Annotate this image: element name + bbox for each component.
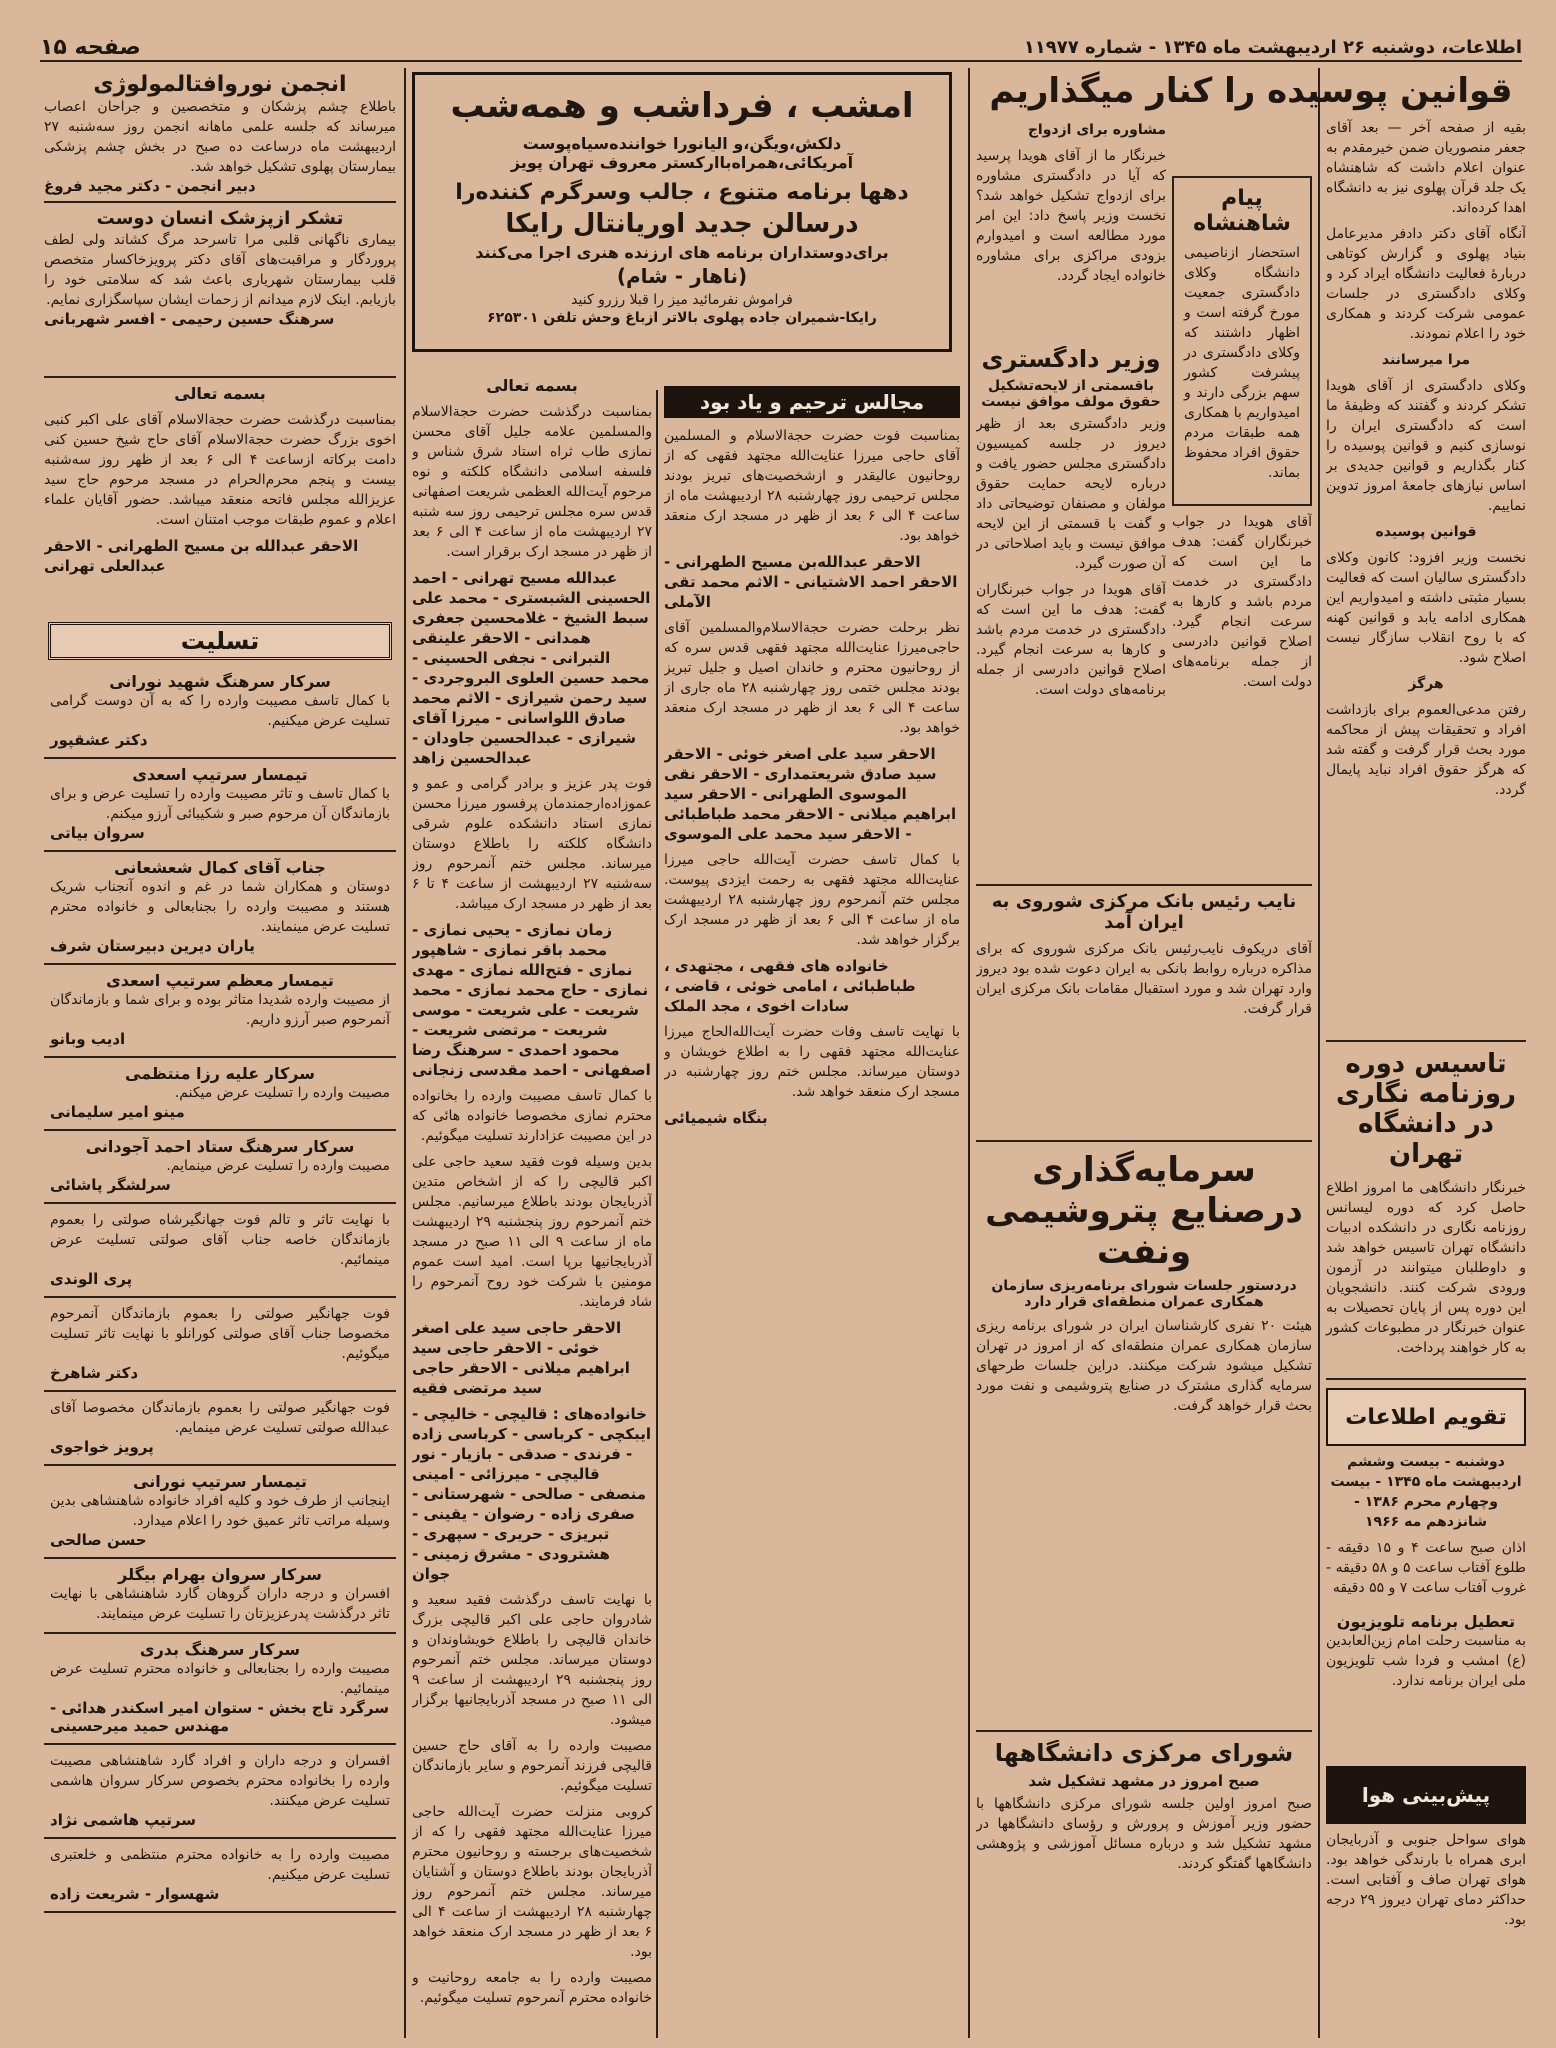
memorial-signatories: الاحقر حاجی سید علی اصغر خوئی - الاحقر حاجی سید ابراهیم میلانی - الاحقر حاجی سید مرتضی فقیه — [412, 1319, 630, 1397]
tv-holiday-note — [1326, 1612, 1526, 1762]
condolence-item — [44, 759, 396, 852]
petrochemical-text: هیئت ۲۰ نفری کارشناسان ایران در شورای برنامه ریزی سازمان همکاری عمران منطقه‌ای که از امروز در تهران تشکیل میشود شرکت میکنند. دراین جلسات طرحهای سرمایه گذاری مشترک در صنایع پتروشیمی و نفت مورد بحث قرار خواهد گرفت. — [976, 1318, 1312, 1415]
condolence-sender: دکتر شاهرخ — [50, 1364, 139, 1382]
basmala: بسمه تعالی — [174, 384, 266, 403]
calendar-widget — [1326, 1388, 1526, 1608]
raika-ad — [412, 72, 952, 352]
subheading: قوانین پوسیده — [1375, 524, 1477, 540]
condolence-item — [44, 1392, 396, 1466]
condolence-sender: سرلشگر پاشائی — [50, 1176, 171, 1194]
weather-forecast — [1326, 1766, 1526, 2036]
article-text: نخست وزیر افزود: کانون وکلای دادگستری سالیان است که فعالیت بسیار مثبتی داشته و امیدواریم این همکاری ادامه یابد و قوانین کهنه که با روح انقلاب سازگار نیست اصلاح شود. — [1326, 550, 1526, 666]
page-header — [40, 34, 1522, 62]
condolence-sender: حسن صالحی — [50, 1531, 147, 1549]
condolence-sender: یاران دیرین دبیرستان شرف — [50, 937, 255, 955]
ad-description: برای‌دوستداران برنامه های ارزنده هنری اجرا می‌کنند — [475, 243, 889, 263]
condolence-text: با کمال تاسف و تاثر مصیبت وارده را تسلیت عرض و برای بازماندگان آن مرحوم صبر و شکیبائی آرزو میکنم. — [50, 786, 390, 822]
condolence-text: با نهایت تاثر و تالم فوت جهانگیرشاه صولتی را بعموم بازماندگان خاصه جناب آقای صولتی تسلیت عرض مینمائیم. — [50, 1212, 390, 1268]
condolence-item — [44, 852, 396, 965]
subheading: مرا میرسانند — [1381, 352, 1471, 368]
memorial-column — [664, 426, 960, 2026]
column-rule — [968, 68, 970, 2038]
condolence-recipient: سرکار سرهنگ بدری — [139, 1640, 301, 1659]
rule — [976, 1730, 1312, 1732]
condolence-item — [44, 1634, 396, 1745]
condolence-text: اینجانب از طرف خود و کلیه افراد خانواده شاهنشاهی بدین وسیله مراتب تاثر عمیق خود را اعلام میدارد. — [50, 1493, 390, 1529]
condolence-item — [44, 1745, 396, 1839]
tv-holiday-title: تعطیل برنامه تلویزیون — [1336, 1612, 1516, 1631]
condolence-text: افسران و درجه داران و افراد گارد شاهنشاهی مصیبت وارده را بخانواده محترم بخصوص سرکار سروان هاشمی تسلیت عرض میکنند. — [50, 1753, 390, 1809]
condolence-text: فوت جهانگیر صولتی را بعموم بازماندگان آنمرحوم مخصوصا جناب آقای صولتی کورانلو با نهایت تاثر تسلیت میگوئیم. — [50, 1306, 390, 1362]
memorial-signatories: الاحقر عبدالله بن مسیح الطهرانی - الاحقر عبدالعلی تهرانی — [44, 537, 359, 575]
condolence-text: دوستان و همکاران شما در غم و اندوه آنجناب شریک هستند و مصیبت وارده را بجنابعالی و خانواده محترم تسلیت عرض مینمایند. — [50, 879, 390, 935]
marriage-counsel-title: مشاوره برای ازدواج — [1027, 122, 1166, 138]
condolence-sender: پرویز خواجوی — [50, 1438, 154, 1456]
condolence-banner: تسلیت — [48, 622, 392, 660]
condolence-text: فوت جهانگیر صولتی را بعموم بازماندگان مخصوصا آقای عبدالله صولتی تسلیت عرض مینمایم. — [50, 1400, 390, 1436]
thanks-sign: سرهنگ حسین رحیمی - افسر شهربانی — [44, 309, 335, 328]
condolence-item — [44, 666, 396, 759]
rule — [44, 201, 396, 203]
soviet-bank-title: نایب رئیس بانک مرکزی شوروی به ایران آمد — [991, 892, 1297, 933]
subheading: هرگز — [1408, 676, 1444, 692]
justice-title: وزیر دادگستری — [981, 346, 1161, 373]
marriage-counsel-article — [976, 120, 1166, 340]
shah-message-text: استحضار ازناصیمی دانشگاه وکلای دادگستری جمعیت مورخ گرفته است و اظهار داشتند که وکلای دادگستری در پیشرفت کشور سهم بزرگی دارند و امیدواریم با همکاری همه طبقات مردم حقوق افراد محفوظ بماند. — [1184, 244, 1300, 481]
condolence-recipient: سرکار سرهنگ ستاد احمد آجودانی — [85, 1137, 355, 1156]
journalism-course-title: تاسیس دوره روزنامه نگاری در دانشگاه تهران — [1336, 1049, 1516, 1169]
condolence-sender: شهسوار - شریعت زاده — [50, 1885, 220, 1903]
condolence-text: مصیبت وارده را تسلیت عرض مینمایم. — [166, 1158, 390, 1174]
marriage-counsel-text: خبرنگار ما از آقای هویدا پرسید که آیا در دادگستری مشاوره برای ازدواج تشکیل خواهد شد؟ نخست وزیر پاسخ داد: این امر مورد مطالعه است و امیدوارم بزودی مراکزی برای مشاوره خانواده ایجاد گردد. — [976, 148, 1166, 284]
condolence-recipient: تیمسار سرتیپ اسعدی — [132, 765, 308, 784]
condolence-text: افسران و درجه داران گروهان گارد شاهنشاهی با نهایت تاثر درگذشت پدرعزیزتان را تسلیت عرض مینمایند. — [50, 1586, 390, 1622]
justice-subtitle: باقسمتی از لایحه‌تشکیل حقوق مولف موافق نیست — [981, 377, 1161, 410]
rule — [1326, 1040, 1526, 1042]
ad-meals: (ناهار - شام) — [616, 264, 748, 289]
rule — [44, 376, 396, 378]
condolence-text: از مصیبت وارده شدیدا متاثر بوده و برای شما و بازماندگان آنمرحوم صبر آرزو داریم. — [50, 992, 390, 1028]
petrochemical-article — [976, 1150, 1312, 1650]
ad-venue: درسالن جدید اوریانتال رایکا — [505, 209, 859, 240]
justice-text: وزیر دادگستری بعد از ظهر دیروز در جلسه کمیسیون دادگستری مجلس حضور یافت و درباره لایحه حمایت حقوق مولفان و مصنفان توضیحاتی داد و گفت با قسمتی از این لایحه موافق نیست و باید اصلاحاتی در آن صورت گیرد. — [976, 415, 1166, 572]
university-council-text: صبح امروز اولین جلسه شورای مرکزی دانشگاهها با حضور وزیر آموزش و پرورش و رؤسای دانشگاهها در مشهد تشکیل شد و درباره مسائل آموزشی و پژوهشی دانشگاهها گفتگو کردند. — [976, 1795, 1312, 1872]
condolence-recipient: تیمسار سرتیپ نورانی — [133, 1472, 307, 1491]
condolence-sender: پری الوندی — [50, 1270, 133, 1288]
soviet-bank-text: آقای دریکوف نایب‌رئیس بانک مرکزی شوروی که برای مذاکره درباره روابط بانکی به ایران دعوت شده بود دیروز وارد تهران شد و مورد استقبال مقامات بانک مرکزی ایران قرار گرفت. — [976, 941, 1312, 1018]
condolence-text: مصیبت وارده را تسلیت عرض میکنم. — [174, 1085, 390, 1101]
column-rule — [656, 390, 658, 2038]
condolence-recipient: سرکار علیه رزا منتظمی — [125, 1064, 315, 1083]
page-number: صفحه ۱۵ — [40, 34, 141, 60]
memorial-signatories: الاحقر عبدالله‌بن مسیح الطهرانی - الاحقر احمد الاشتیانی - الاثم محمد تقی الآملی — [664, 553, 958, 611]
rule — [976, 884, 1312, 886]
condolence-item — [44, 965, 396, 1058]
memorial-signatories: بنگاه شیمیائی — [664, 1109, 768, 1127]
condolence-text: با کمال تاسف مصیبت وارده را که به آن دوست گرامی تسلیت عرض میکنیم. — [50, 693, 390, 729]
shah-message-box — [1172, 176, 1312, 506]
justice-text-2: آقای هویدا در جواب خبرنگاران گفت: هدف ما این است که دادگستری در خدمت مردم باشد و کارها به سرعت انجام گیرد. اصلاح قوانین دادرسی از جمله برنامه‌های دولت است. — [976, 581, 1166, 698]
condolence-sender: ادیب وبانو — [50, 1030, 126, 1048]
ophthalmology-text: باطلاع چشم پزشکان و متخصصین و جراحان اعصاب میرساند که جلسه علمی ماهانه انجمن روز سه‌شنبه ۲۷ اردیبهشت ماه درساعت ده صبح در بخش چشم پزشکی بیمارستان پهلوی تشکیل خواهد شد. — [44, 99, 396, 176]
condolence-item — [44, 1466, 396, 1559]
weather-text: هوای سواحل جنوبی و آذربایجان ابری همراه با بارندگی خواهد بود. هوای تهران صاف و آفتابی است. حداکثر دمای تهران دیروز ۲۹ درجه بود. — [1326, 1832, 1527, 1928]
ad-title: امشب ، فرداشب و همه‌شب — [450, 86, 914, 126]
justice-article-continued — [1172, 512, 1312, 892]
memorial-signatories: عبدالله مسیح تهرانی - احمد الحسینی الشبستری - محمد علی سبط الشیخ - غلامحسین جعفری همدانی - الاحقر علینقی التبرانی - نجفی الحسینی - محمد حسین العلوی البروجردی - سید رحمن شیرازی - الاثم محمد صادق اللواسانی - میرزا آقای شیرازی - عبدالحسین جاودان - عبدالحسین زاهد — [412, 569, 651, 767]
condolence-sender: مینو امیر سلیمانی — [50, 1103, 185, 1121]
memorial-banner: مجالس ترحیم و یاد بود — [664, 386, 960, 418]
memorial-notice: با نهایت تاسف وفات حضرت آیت‌الله‌الحاج میرزا عنایت‌الله مجتهد فقهی را به اطلاع خویشان و دوستان میرساند. مجلس ختم روز چهارشنبه در مسجد ارک منعقد خواهد شد. — [664, 1024, 960, 1100]
condolence-item — [44, 1058, 396, 1131]
article-text: آقای هویدا در جواب خبرنگاران گفت: هدف ما این است که دادگستری در خدمت مردم باشد و کارها به سرعت انجام گیرد. اصلاح قوانین دادرسی از جمله برنامه‌های دولت است. — [1172, 514, 1312, 690]
journalism-course-box — [1326, 1049, 1526, 1356]
basmala: بسمه تعالی — [486, 376, 578, 395]
condolence-sender: دکتر عشقپور — [50, 731, 148, 749]
calendar-date: دوشنبه - بیست وششم اردیبهشت ماه ۱۳۴۵ - بیست وچهارم محرم ۱۳۸۶ - شانزدهم مه ۱۹۶۶ — [1330, 1454, 1522, 1530]
ad-performers: دلکش،ویگن،و الیانورا خواننده‌سیاه‌پوست آمریکائی،همراه‌باارکستر معروف تهران‌ پویز — [510, 134, 854, 173]
thanks-text: بیماری ناگهانی قلبی مرا تاسرحد مرگ کشاند ولی لطف پروردگار و مراقبت‌های آقای دکتر پرویزخاکسار متخصص قلب بیمارستان شهریاری باعث شد که سلامتی خود را بازیابم. اینک لازم میدانم از زحمات ایشان سپاسگزاری نمایم. — [44, 231, 396, 308]
thanks-title: تشکر ازپزشک انسان دوست — [96, 208, 344, 230]
shah-message-title: پیام شاهنشاه — [1193, 186, 1291, 237]
university-council-subtitle: صبح امروز در مشهد تشکیل شد — [1028, 1771, 1260, 1790]
journalism-course-text: خبرنگار دانشگاهی ما امروز اطلاع حاصل کرد که دوره لیسانس روزنامه نگاری در دانشکده ادبیات دانشگاه تهران تاسیس خواهد شد و داوطلبان میتوانند در آزمون ورودی شرکت کنند. دانشجویان این دوره پس از پایان تحصیلات به عنوان خبرنگار در مطبوعات کشور به کار خواهند پرداخت. — [1326, 1179, 1526, 1356]
calendar-masthead: تقویم اطلاعات — [1326, 1388, 1526, 1446]
left-top-notices — [44, 72, 396, 372]
ophthalmology-sign: دبیر انجمن - دکتر مجید فروغ — [44, 177, 256, 196]
memorial-notice: مصیبت وارده را به آقای حاج حسین قالیچی فرزند آنمرحوم و سایر بازماندگان تسلیت میگوئیم. — [412, 1738, 652, 1794]
kani-memorial — [44, 384, 396, 614]
memorial-signatories: خانواده های فقهی ، مجتهدی ، طباطبائی ، امامی خوئی ، قاضی ، سادات اخوی ، مجد الملک — [664, 957, 916, 1015]
condolence-recipient: سرکار سرهنگ شهید نورانی — [109, 672, 331, 691]
article-text: رفتن مدعی‌العموم برای بازداشت افراد و تحقیقات پیش از محاکمه مورد بحث قرار گرفت و گفته شد که هرگز حقوق افراد نباید پایمال گردد. — [1326, 702, 1526, 798]
rule — [976, 1140, 1312, 1142]
memorial-notice: کروبی منزلت حضرت آیت‌الله حاجی میرزا عنایت‌الله مجتهد فقهی را که از شخصیت‌های برجسته و روحانیون محترم آذربایجان بودند باطلاع دوستان و آشنایان میرساند. مجلس ختم آنمرحوم روز چهارشنبه ۲۸ اردیبهشت از ساعت ۴ الی ۶ بعد از ظهر در مسجد ارک منعقد خواهد بود. — [412, 1804, 652, 1960]
ad-address: رایکا-شمیران جاده پهلوی بالاتر ازباغ وحش تلفن ۶۲۵۳۰۱ — [487, 310, 877, 327]
memorial-notice: مصیبت وارده را به جامعه روحانیت و خانواده محترم آنمرحوم تسلیت میگوئیم. — [412, 1970, 652, 2006]
memorial-notice: نظر برحلت حضرت حجة‌الاسلام‌والمسلمین آقای حاجی‌میرزا عنایت‌الله مجتهد فقهی قدس سره که از روحانیون محترم و خاندان اصیل و جلیل تبریز بودند مجلس ختمی روز چهارشنبه ۲۸ ماه جاری از ساعت ۴ الی ۶ بعد از ظهر در مسجد ارک منعقد خواهد بود. — [664, 620, 960, 736]
memorial-signatories: الاحقر سید علی اصغر خوئی - الاحقر سید صادق شریعتمداری - الاحقر نقی الموسوی الطهرانی - الاحقر سید ابراهیم میلانی - الاحقر محمد طباطبائی - الاحقر سید محمد علی الموسوی — [664, 745, 957, 843]
tv-holiday-text: به مناسبت رحلت امام زین‌العابدین (ع) امشب و فردا شب تلویزیون ملی ایران برنامه ندارد. — [1326, 1633, 1526, 1689]
rule — [1326, 1378, 1526, 1380]
ad-program: دهها برنامه متنوع ، جالب وسرگرم کننده‌را — [455, 180, 909, 206]
condolence-recipient: سرکار سروان بهرام بیگلر — [118, 1565, 322, 1584]
justice-minister-article — [976, 346, 1166, 886]
memorial-notice: بدین وسیله فوت فقید سعید حاجی علی اکبر قالیچی را که از اشخاص متدین آذربایجان بودند باطلاع میرسانیم. مجلس ختم آنمرحوم روز پنجشنبه ۲۹ اردیبهشت ماه از ساعت ۹ الی ۱۱ صبح در مسجد آذربایجانیها برپا است. امید است عموم مومنین با شرکت خود روح آنمرحوم را شاد فرمایند. — [412, 1154, 652, 1310]
headline-old-laws: قوانین پوسیده را کنار میگذاریم — [989, 71, 1513, 111]
condolence-item — [44, 1839, 396, 1913]
condolence-item — [44, 1204, 396, 1298]
ad-reserve: فراموش نفرمائید میز را قبلا رزرو کنید — [571, 292, 793, 309]
memorial-notice: با نهایت تاسف درگذشت فقید سعید و شادروان حاجی علی اکبر قالیچی بزرگ خاندان قالیچی را باطلاع خویشاوندان و دوستان میرساند. مجلس ختم آنمرحوم روز پنجشنبه ۲۹ اردیبهشت از ساعت ۹ الی ۱۱ صبح در مسجد آذربایجانیها برگزار میشود. — [412, 1592, 652, 1728]
article-intro: بقیه از صفحه آخر — بعد آقای جعفر منصوریان ضمن خیرمقدم به عنوان اعلام داشت که شاهنشاه یک جلد قرآن پهلوی نیز به دانشگاه اهدا کرده‌اند. — [1326, 120, 1526, 216]
namazi-memorial-column — [412, 376, 652, 2026]
condolence-text: مصیبت وارده را بجنابعالی و خانواده محترم تسلیت عرض مینمائیم. — [50, 1661, 390, 1697]
family-names: خانواده‌های : قالیچی - خالیچی - ایبکچی - کرباسی - کرباسی زاده - فرندی - صدقی - بازیار - نور قالیچی - میرزائی - امینی منصفی - صالحی - شهرستانی - صفری زاده - رضوان - یقینی - تبریزی - حریری - سپهری - هشترودی - مشرق زمینی - جوان — [412, 1405, 651, 1583]
col1-article — [1326, 118, 1526, 978]
memorial-notice: فوت پدر عزیز و برادر گرامی و عمو و عموزاده‌ارجمندمان پرفسور میرزا محسن نمازی استاد دانشکده علوم شرقی دانشگاه کلکته را باطلاع دوستان میرساند. مجلس ختم آنمرحوم روز سه‌شنبه ۲۷ اردیبهشت از ساعت ۴ تا ۶ بعد از ظهر در مسجد ارک میباشد. — [412, 776, 652, 912]
memorial-notice: بمناسبت درگذشت حضرت حجة‌الاسلام آقای علی اکبر کنبی اخوی بزرگ حضرت حجة‌الاسلام آقای حاج شیخ حسین کنی دامت برکاته ازساعت ۴ الی ۶ بعد از ظهر روز سه‌شنبه بیست و پنجم محرم‌الحرام در مسجد مرحوم حاج سید عزیزالله مجلس فاتحه منعقد میباشد. حضور آقایان علماء اعلام و عموم طبقات موجب امتنان است. — [44, 412, 396, 528]
ophthalmology-title: انجمن نوروافتالمولوژی — [93, 72, 347, 97]
university-council-title: شورای مرکزی دانشگاهها — [994, 1740, 1294, 1767]
column-rule — [1318, 68, 1320, 2038]
condolence-sender: سرتیپ هاشمی نژاد — [50, 1811, 196, 1829]
article-text: وکلای دادگستری از آقای هویدا تشکر کردند و گفتند که وظیفهٔ ما است که دادگستری ایران را نوسازی کنیم و قوانین پوسیده را کنار بگذاریم و قوانین جدیدی بر اساس نیازهای جامعهٔ امروز تدوین نماییم. — [1326, 378, 1526, 514]
calendar-times: اذان صبح ساعت ۴ و ۱۵ دقیقه - طلوع آفتاب ساعت ۵ و ۵۸ دقیقه - غروب آفتاب ساعت ۷ و ۵۵ دقیقه — [1326, 1540, 1526, 1596]
memorial-signatories: زمان نمازی - یحیی نمازی - محمد باقر نمازی - شاهپور نمازی - فتح‌الله نمازی - مهدی نمازی - حاج محمد نمازی - محمد شریعت - علی شریعت - موسی شریعت - مرتضی شریعت - محمود احمدی - سرهنگ رضا اصفهانی - احمد مقدسی زنجانی — [412, 921, 651, 1079]
soviet-bank-article — [976, 892, 1312, 1142]
column-rule — [404, 68, 406, 2038]
memorial-notice: بمناسبت فوت حضرت حجة‌الاسلام و المسلمین آقای حاجی میرزا عنایت‌الله مجتهد فقهی که از روحانیون عالیقدر و ازشخصیت‌های تبریز بودند مجلس ترحیمی روز چهارشنبه ۲۸ اردیبهشت ماه از ساعت ۴ الی ۶ بعد از ظهر در مسجد ارک منعقد خواهد بود. — [664, 428, 960, 544]
petrochemical-subtitle: دردستور جلسات شورای برنامه‌ریزی سازمان همکاری عمران منطقه‌ای قرار دارد — [991, 1278, 1297, 1311]
condolence-sender: سروان بیاتی — [50, 824, 145, 842]
condolence-list — [44, 666, 396, 2036]
condolence-item — [44, 1559, 396, 1634]
memorial-notice: با کمال تاسف حضرت آیت‌الله حاجی میرزا عنایت‌الله مجتهد فقهی به رحمت ایزدی پیوست. مجلس ختم آنمرحوم روز چهارشنبه ۲۸ اردیبهشت ماه از ساعت ۴ الی ۶ بعد از ظهر در مسجد ارک برگزار خواهد شد. — [664, 852, 960, 948]
condolence-item — [44, 1131, 396, 1204]
condolence-item — [44, 1298, 396, 1392]
university-council-article — [976, 1740, 1312, 2030]
weather-logo: پیش‌بینی هوا — [1326, 1766, 1526, 1824]
condolence-sender: سرگرد تاج بخش - ستوان امیر اسکندر هدائی - مهندس حمید میرحسینی — [50, 1699, 389, 1735]
condolence-recipient: جناب آقای کمال شعشعانی — [114, 858, 326, 877]
condolence-text: مصیبت وارده را به خانواده محترم منتظمی و خلعتبری تسلیت عرض میکنیم. — [50, 1847, 390, 1883]
petrochemical-title: سرمایه‌گذاری درصنایع پتروشیمی ونفت — [985, 1150, 1303, 1272]
condolence-recipient: تیمسار معظم سرتیپ اسعدی — [106, 971, 334, 990]
memorial-notice: بمناسبت درگذشت حضرت حجة‌الاسلام والمسلمین علامه جلیل آقای محسن نمازی طاب ثراه استاد شرق شناس و فلسفه اسلامی دانشگاه کلکته و نوه مرحوم آیت‌الله العظمی شریعت اصفهانی قدس سره مجلس ترحیمی روز سه شنبه ۲۷ اردیبهشت ماه از ساعت ۴ الی ۶ بعد از ظهر در مسجد ارک برقرار است. — [412, 404, 652, 560]
memorial-notice: با کمال تاسف مصیبت وارده را بخانواده محترم نمازی مخصوصا خانواده هائی که در این مصیبت عزادارند تسلیت میگوئیم. — [412, 1088, 652, 1144]
header-issue-info: اطلاعات، دوشنبه ۲۶ اردیبهشت ماه ۱۳۴۵ - شماره ۱۱۹۷۷ — [1023, 36, 1522, 58]
article-text: آنگاه آقای دکتر دادفر مدیرعامل بنیاد پهلوی و گزارش کوتاهی دربارهٔ فعالیت دانشگاه ایراد کرد و وکلای دادگستری در جلسات عمومی شرکت کردند و همکاری خود را اعلام نمودند. — [1326, 226, 1526, 342]
